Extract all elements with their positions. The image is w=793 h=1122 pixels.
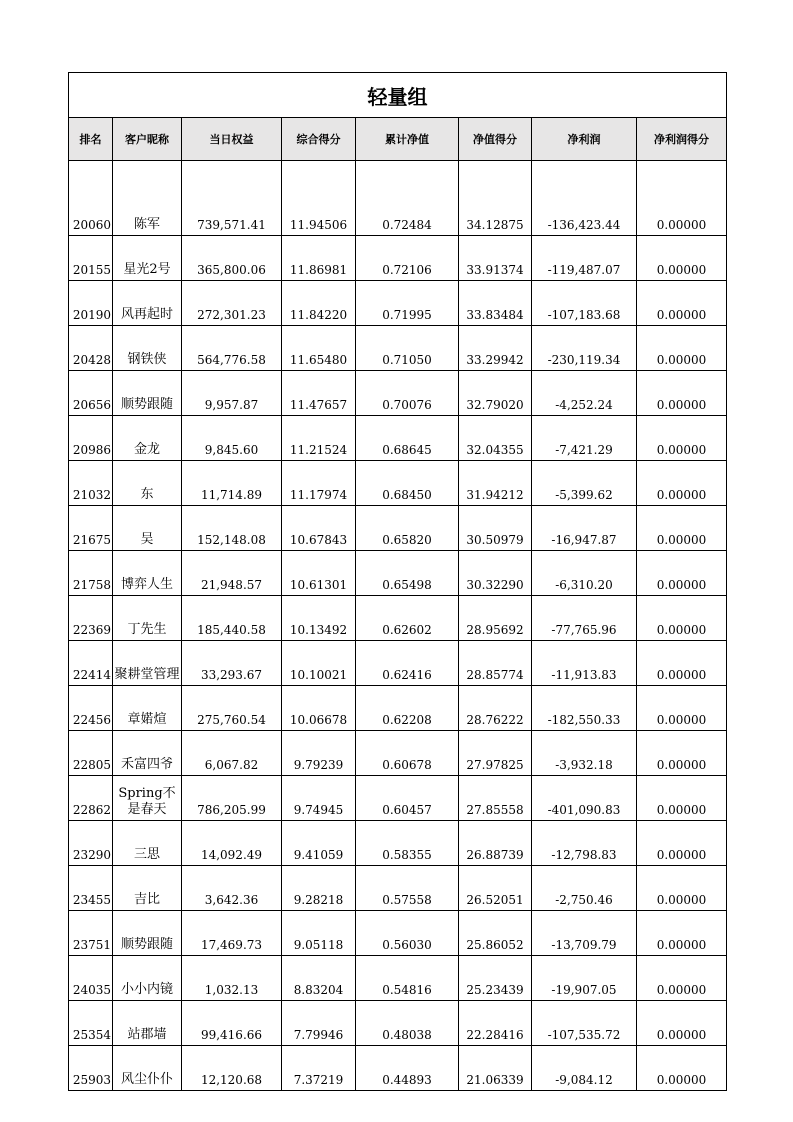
nav-score-cell: 34.12875 — [459, 161, 532, 236]
nickname-cell: 小小内镜 — [113, 956, 182, 1001]
column-header: 净值得分 — [459, 118, 532, 161]
nav-cell: 0.72106 — [356, 236, 459, 281]
table-row — [69, 551, 727, 596]
profit-score-cell: 0.00000 — [637, 281, 727, 326]
column-header: 当日权益 — [182, 118, 282, 161]
score-cell: 10.61301 — [282, 551, 356, 596]
nickname-cell: 风再起时 — [113, 281, 182, 326]
nav-score-cell: 32.79020 — [459, 371, 532, 416]
rank-cell: 23751 — [69, 911, 113, 956]
profit-cell: -7,421.29 — [532, 416, 637, 461]
score-cell: 9.41059 — [282, 821, 356, 866]
profit-cell: -182,550.33 — [532, 686, 637, 731]
ranking-table — [68, 72, 727, 1091]
nav-score-cell: 22.28416 — [459, 1001, 532, 1046]
rank-cell: 25354 — [69, 1001, 113, 1046]
table-row — [69, 281, 727, 326]
equity-cell: 17,469.73 — [182, 911, 282, 956]
equity-cell: 9,845.60 — [182, 416, 282, 461]
table-row — [69, 956, 727, 1001]
nav-score-cell: 25.23439 — [459, 956, 532, 1001]
nickname-cell: 金龙 — [113, 416, 182, 461]
rank-cell: 20190 — [69, 281, 113, 326]
rank-cell: 22862 — [69, 776, 113, 821]
nav-score-cell: 28.95692 — [459, 596, 532, 641]
nav-score-cell: 25.86052 — [459, 911, 532, 956]
score-cell: 11.21524 — [282, 416, 356, 461]
rank-cell: 20428 — [69, 326, 113, 371]
nickname-cell: 丁先生 — [113, 596, 182, 641]
profit-cell: -107,535.72 — [532, 1001, 637, 1046]
nav-cell: 0.72484 — [356, 161, 459, 236]
nickname-cell: 吴 — [113, 506, 182, 551]
table-title: 轻量组 — [69, 73, 727, 118]
nav-cell: 0.56030 — [356, 911, 459, 956]
nav-score-cell: 27.97825 — [459, 731, 532, 776]
profit-cell: -16,947.87 — [532, 506, 637, 551]
rank-cell: 21675 — [69, 506, 113, 551]
profit-score-cell: 0.00000 — [637, 551, 727, 596]
equity-cell: 786,205.99 — [182, 776, 282, 821]
profit-cell: -230,119.34 — [532, 326, 637, 371]
profit-cell: -6,310.20 — [532, 551, 637, 596]
nav-score-cell: 33.91374 — [459, 236, 532, 281]
ranking-sheet — [68, 72, 726, 1091]
rank-cell: 21032 — [69, 461, 113, 506]
header-row — [69, 118, 727, 161]
equity-cell: 9,957.87 — [182, 371, 282, 416]
nickname-cell: 钢铁侠 — [113, 326, 182, 371]
nav-score-cell: 28.76222 — [459, 686, 532, 731]
score-cell: 11.17974 — [282, 461, 356, 506]
table-row — [69, 776, 727, 821]
rank-cell: 20155 — [69, 236, 113, 281]
score-cell: 9.74945 — [282, 776, 356, 821]
nickname-cell: 站郡墙 — [113, 1001, 182, 1046]
profit-score-cell: 0.00000 — [637, 776, 727, 821]
nav-cell: 0.48038 — [356, 1001, 459, 1046]
profit-cell: -119,487.07 — [532, 236, 637, 281]
nickname-cell: 章婼煊 — [113, 686, 182, 731]
nav-cell: 0.62416 — [356, 641, 459, 686]
nav-score-cell: 30.50979 — [459, 506, 532, 551]
profit-cell: -77,765.96 — [532, 596, 637, 641]
nickname-cell: 顺势跟随 — [113, 911, 182, 956]
profit-score-cell: 0.00000 — [637, 956, 727, 1001]
score-cell: 11.94506 — [282, 161, 356, 236]
table-row — [69, 161, 727, 236]
nav-cell: 0.68450 — [356, 461, 459, 506]
column-header: 累计净值 — [356, 118, 459, 161]
score-cell: 10.13492 — [282, 596, 356, 641]
score-cell: 9.79239 — [282, 731, 356, 776]
profit-score-cell: 0.00000 — [637, 326, 727, 371]
equity-cell: 275,760.54 — [182, 686, 282, 731]
equity-cell: 12,120.68 — [182, 1046, 282, 1091]
nav-cell: 0.57558 — [356, 866, 459, 911]
equity-cell: 365,800.06 — [182, 236, 282, 281]
score-cell: 9.05118 — [282, 911, 356, 956]
table-row — [69, 236, 727, 281]
table-row — [69, 506, 727, 551]
table-row — [69, 866, 727, 911]
nav-cell: 0.54816 — [356, 956, 459, 1001]
score-cell: 11.65480 — [282, 326, 356, 371]
table-row — [69, 371, 727, 416]
table-row — [69, 641, 727, 686]
nav-cell: 0.44893 — [356, 1046, 459, 1091]
table-body — [69, 161, 727, 1091]
rank-cell: 22805 — [69, 731, 113, 776]
nav-score-cell: 27.85558 — [459, 776, 532, 821]
nickname-cell: 聚耕堂管理 — [113, 641, 182, 686]
equity-cell: 14,092.49 — [182, 821, 282, 866]
rank-cell: 20060 — [69, 161, 113, 236]
table-row — [69, 911, 727, 956]
nav-cell: 0.70076 — [356, 371, 459, 416]
score-cell: 11.84220 — [282, 281, 356, 326]
rank-cell: 24035 — [69, 956, 113, 1001]
profit-score-cell: 0.00000 — [637, 161, 727, 236]
rank-cell: 22414 — [69, 641, 113, 686]
equity-cell: 21,948.57 — [182, 551, 282, 596]
equity-cell: 564,776.58 — [182, 326, 282, 371]
nickname-cell: 博弈人生 — [113, 551, 182, 596]
profit-score-cell: 0.00000 — [637, 461, 727, 506]
profit-score-cell: 0.00000 — [637, 1046, 727, 1091]
table-row — [69, 731, 727, 776]
table-row — [69, 416, 727, 461]
profit-score-cell: 0.00000 — [637, 596, 727, 641]
equity-cell: 739,571.41 — [182, 161, 282, 236]
score-cell: 11.47657 — [282, 371, 356, 416]
score-cell: 7.37219 — [282, 1046, 356, 1091]
profit-cell: -9,084.12 — [532, 1046, 637, 1091]
nickname-cell: 禾富四爷 — [113, 731, 182, 776]
nav-score-cell: 21.06339 — [459, 1046, 532, 1091]
profit-score-cell: 0.00000 — [637, 911, 727, 956]
equity-cell: 99,416.66 — [182, 1001, 282, 1046]
profit-cell: -136,423.44 — [532, 161, 637, 236]
nickname-cell: Spring不是春天 — [113, 776, 182, 821]
profit-score-cell: 0.00000 — [637, 641, 727, 686]
equity-cell: 6,067.82 — [182, 731, 282, 776]
profit-score-cell: 0.00000 — [637, 1001, 727, 1046]
score-cell: 10.67843 — [282, 506, 356, 551]
nickname-cell: 陈军 — [113, 161, 182, 236]
profit-cell: -107,183.68 — [532, 281, 637, 326]
nav-score-cell: 26.52051 — [459, 866, 532, 911]
score-cell: 7.79946 — [282, 1001, 356, 1046]
equity-cell: 1,032.13 — [182, 956, 282, 1001]
equity-cell: 33,293.67 — [182, 641, 282, 686]
nickname-cell: 风尘仆仆 — [113, 1046, 182, 1091]
column-header: 客户昵称 — [113, 118, 182, 161]
nickname-cell: 三思 — [113, 821, 182, 866]
nav-score-cell: 31.94212 — [459, 461, 532, 506]
profit-score-cell: 0.00000 — [637, 686, 727, 731]
table-row — [69, 1046, 727, 1091]
nav-cell: 0.62602 — [356, 596, 459, 641]
profit-score-cell: 0.00000 — [637, 416, 727, 461]
profit-cell: -11,913.83 — [532, 641, 637, 686]
rank-cell: 22456 — [69, 686, 113, 731]
nickname-cell: 吉比 — [113, 866, 182, 911]
profit-score-cell: 0.00000 — [637, 866, 727, 911]
profit-cell: -5,399.62 — [532, 461, 637, 506]
rank-cell: 23455 — [69, 866, 113, 911]
profit-score-cell: 0.00000 — [637, 371, 727, 416]
column-header: 综合得分 — [282, 118, 356, 161]
rank-cell: 20986 — [69, 416, 113, 461]
profit-cell: -19,907.05 — [532, 956, 637, 1001]
score-cell: 10.06678 — [282, 686, 356, 731]
profit-score-cell: 0.00000 — [637, 821, 727, 866]
equity-cell: 152,148.08 — [182, 506, 282, 551]
nav-score-cell: 26.88739 — [459, 821, 532, 866]
table-row — [69, 1001, 727, 1046]
nav-cell: 0.65498 — [356, 551, 459, 596]
profit-score-cell: 0.00000 — [637, 506, 727, 551]
score-cell: 10.10021 — [282, 641, 356, 686]
column-header: 净利润得分 — [637, 118, 727, 161]
profit-cell: -3,932.18 — [532, 731, 637, 776]
equity-cell: 272,301.23 — [182, 281, 282, 326]
nav-cell: 0.62208 — [356, 686, 459, 731]
nav-score-cell: 32.04355 — [459, 416, 532, 461]
table-row — [69, 461, 727, 506]
nav-cell: 0.71995 — [356, 281, 459, 326]
nav-score-cell: 33.29942 — [459, 326, 532, 371]
nav-score-cell: 30.32290 — [459, 551, 532, 596]
nav-cell: 0.65820 — [356, 506, 459, 551]
score-cell: 11.86981 — [282, 236, 356, 281]
nav-cell: 0.60678 — [356, 731, 459, 776]
profit-cell: -401,090.83 — [532, 776, 637, 821]
column-header: 净利润 — [532, 118, 637, 161]
equity-cell: 3,642.36 — [182, 866, 282, 911]
profit-cell: -13,709.79 — [532, 911, 637, 956]
table-row — [69, 821, 727, 866]
table-row — [69, 326, 727, 371]
profit-cell: -12,798.83 — [532, 821, 637, 866]
nav-cell: 0.60457 — [356, 776, 459, 821]
profit-cell: -2,750.46 — [532, 866, 637, 911]
rank-cell: 23290 — [69, 821, 113, 866]
column-header: 排名 — [69, 118, 113, 161]
equity-cell: 185,440.58 — [182, 596, 282, 641]
score-cell: 9.28218 — [282, 866, 356, 911]
nav-cell: 0.58355 — [356, 821, 459, 866]
rank-cell: 25903 — [69, 1046, 113, 1091]
nav-cell: 0.68645 — [356, 416, 459, 461]
table-row — [69, 686, 727, 731]
nickname-cell: 星光2号 — [113, 236, 182, 281]
nav-score-cell: 33.83484 — [459, 281, 532, 326]
profit-score-cell: 0.00000 — [637, 731, 727, 776]
profit-score-cell: 0.00000 — [637, 236, 727, 281]
score-cell: 8.83204 — [282, 956, 356, 1001]
table-row — [69, 596, 727, 641]
rank-cell: 20656 — [69, 371, 113, 416]
nickname-cell: 顺势跟随 — [113, 371, 182, 416]
nav-cell: 0.71050 — [356, 326, 459, 371]
nav-score-cell: 28.85774 — [459, 641, 532, 686]
nickname-cell: 东 — [113, 461, 182, 506]
rank-cell: 21758 — [69, 551, 113, 596]
profit-cell: -4,252.24 — [532, 371, 637, 416]
equity-cell: 11,714.89 — [182, 461, 282, 506]
rank-cell: 22369 — [69, 596, 113, 641]
